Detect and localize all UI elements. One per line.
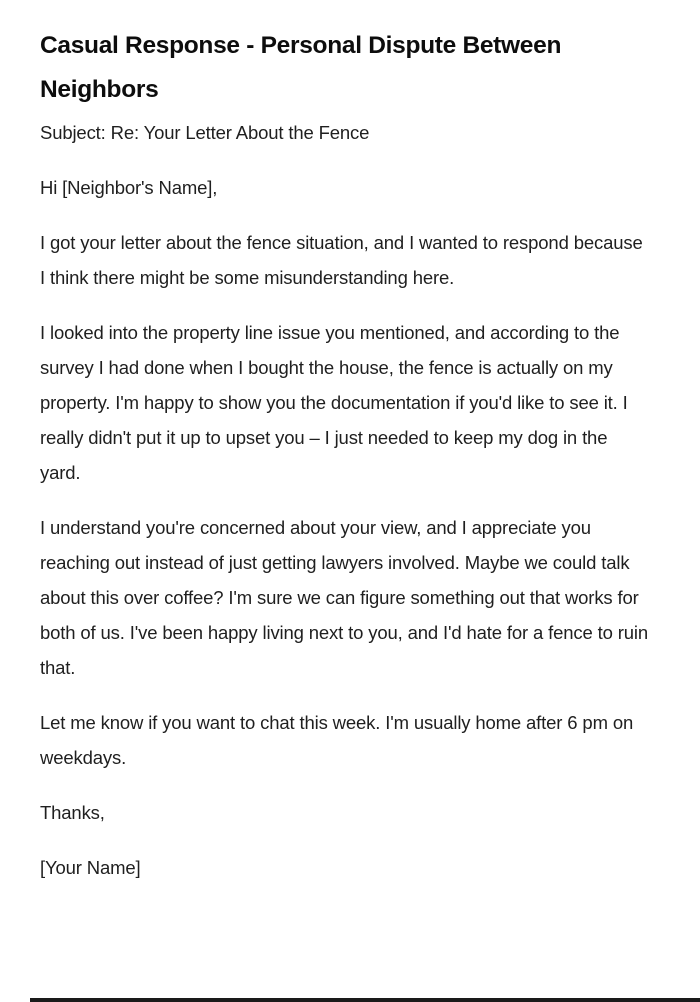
body-paragraph-3: I understand you're concerned about your view, and I appreciate you reaching out instead of just getting lawyers involved. Maybe we could talk about this over coffee? I'm sure we can figure something out that works for both of us. I've been happy living next to you, and I'd hate for a fence to ruin that. [40,517,649,678]
body-paragraph-2: I looked into the property line issue you mentioned, and according to the survey I had done when I bought the house, the fence is actually on my property. I'm happy to show you the documentation if you'd like to see it. I really didn't put it up to upset you – I just needed to keep my dog in the yard. [40,322,628,483]
closing-line: Thanks, [40,802,105,823]
subject-line: Subject: Re: Your Letter About the Fence [40,122,370,143]
signature-line: [Your Name] [40,857,141,878]
body-paragraph-4: Let me know if you want to chat this week. I'm usually home after 6 pm on weekdays. [40,712,634,768]
greeting-line: Hi [Neighbor's Name], [40,177,218,198]
bottom-divider [30,998,700,1002]
body-paragraph-1: I got your letter about the fence situation, and I wanted to respond because I think there might be some misunderstanding here. [40,232,643,288]
page-title: Casual Response - Personal Dispute Between Neighbors [40,32,562,103]
